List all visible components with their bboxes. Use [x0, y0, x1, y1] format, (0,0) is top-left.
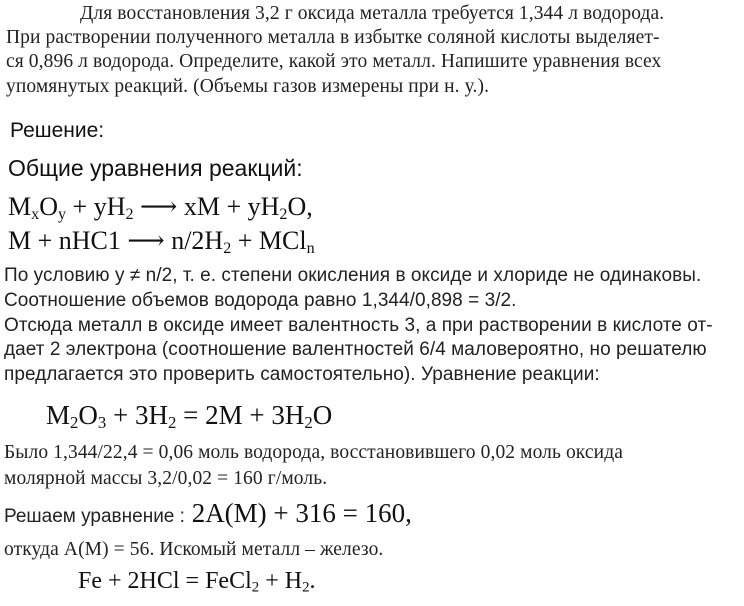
eq2-rhs2: + MCl [231, 226, 307, 255]
eq3-s1: 2 [70, 413, 79, 433]
solve-equation: 2A(M) + 316 = 160, [184, 498, 412, 528]
text-line-5: предлагается это проверить самостоятельно). Уравнение реакции: [4, 364, 600, 385]
eq3-p3: + 3H [106, 400, 168, 430]
text-line-2: Соотношение объемов водорода равно 1,344/0,898 = 3/2. [4, 290, 517, 311]
eq4-s1: 2 [251, 579, 260, 596]
equation-2 [8, 226, 315, 258]
problem-line-4: упомянутых реакций. (Объемы газов измерены при н. у.). [6, 76, 490, 97]
eq1-rhs-two: 2 [279, 206, 288, 224]
text-line-7: молярной массы 3,2/0,02 = 160 г/моль. [4, 468, 328, 489]
eq1-rhs1: xM + yH [183, 192, 280, 221]
eq1-y: y [57, 206, 67, 224]
eq2-two: 2 [223, 240, 232, 258]
eq3-s4: 2 [304, 413, 313, 433]
eq4-p1: Fe + 2HCl = FeCl [78, 568, 252, 594]
eq4-p2: + H [259, 568, 303, 594]
solution-label: Решение: [10, 119, 105, 142]
text-line-8: откуда A(M) = 56. Искомый металл – железо. [4, 539, 384, 560]
eq1-rhs2: O, [287, 192, 313, 221]
eq3-s3: 2 [168, 413, 177, 433]
equation-3 [46, 400, 333, 433]
equation-1 [8, 192, 313, 224]
eq3-s2: 3 [97, 413, 107, 433]
problem-line-3: ся 0,896 л водорода. Определите, какой это металл. Напишите уравнения всех [6, 51, 662, 72]
eq3-p4: = 2M + 3H [176, 400, 305, 430]
text-line-3: Отсюда металл в оксиде имеет валентность 3, а при растворении в кислоте от- [4, 315, 713, 336]
eq4-p3: . [309, 568, 316, 594]
eq2-n: n [306, 240, 315, 258]
text-line-6: Было 1,344/22,4 = 0,06 моль водорода, восстановившего 0,02 моль оксида [4, 442, 623, 463]
eq1-arrow: ⟶ [133, 192, 184, 221]
general-equations-heading: Общие уравнения реакций: [8, 155, 303, 181]
solve-label: Решаем уравнение : [4, 506, 185, 527]
eq1-m: M [8, 192, 32, 221]
eq3-p2: O [78, 400, 98, 430]
eq1-plus: + yH [66, 192, 126, 221]
eq4-s2: 2 [302, 579, 310, 596]
equation-4 [78, 568, 316, 596]
problem-line-1: Для восстановления 3,2 г оксида металла требуется 1,344 л водорода. [80, 3, 665, 24]
eq2-lhs: M + nHC1 [8, 226, 128, 255]
eq3-p1: M [46, 400, 71, 430]
problem-line-2: При растворении полученного металла в избытке соляной кислоты выделяет- [6, 27, 660, 48]
solve-equation-line [4, 500, 412, 527]
eq2-arrow: ⟶ [127, 226, 165, 255]
eq1-two: 2 [125, 206, 134, 224]
eq1-o: O [39, 192, 58, 221]
text-line-4: дает 2 электрона (соотношение валентностей 6/4 маловероятно, но решателю [4, 339, 707, 360]
text-line-1: По условию y ≠ n/2, т. е. степени окисления в оксиде и хлориде не одинаковы. [4, 265, 702, 286]
eq1-x: x [31, 206, 40, 224]
eq2-rhs1: n/2H [164, 226, 224, 255]
eq3-p5: O [312, 400, 333, 430]
